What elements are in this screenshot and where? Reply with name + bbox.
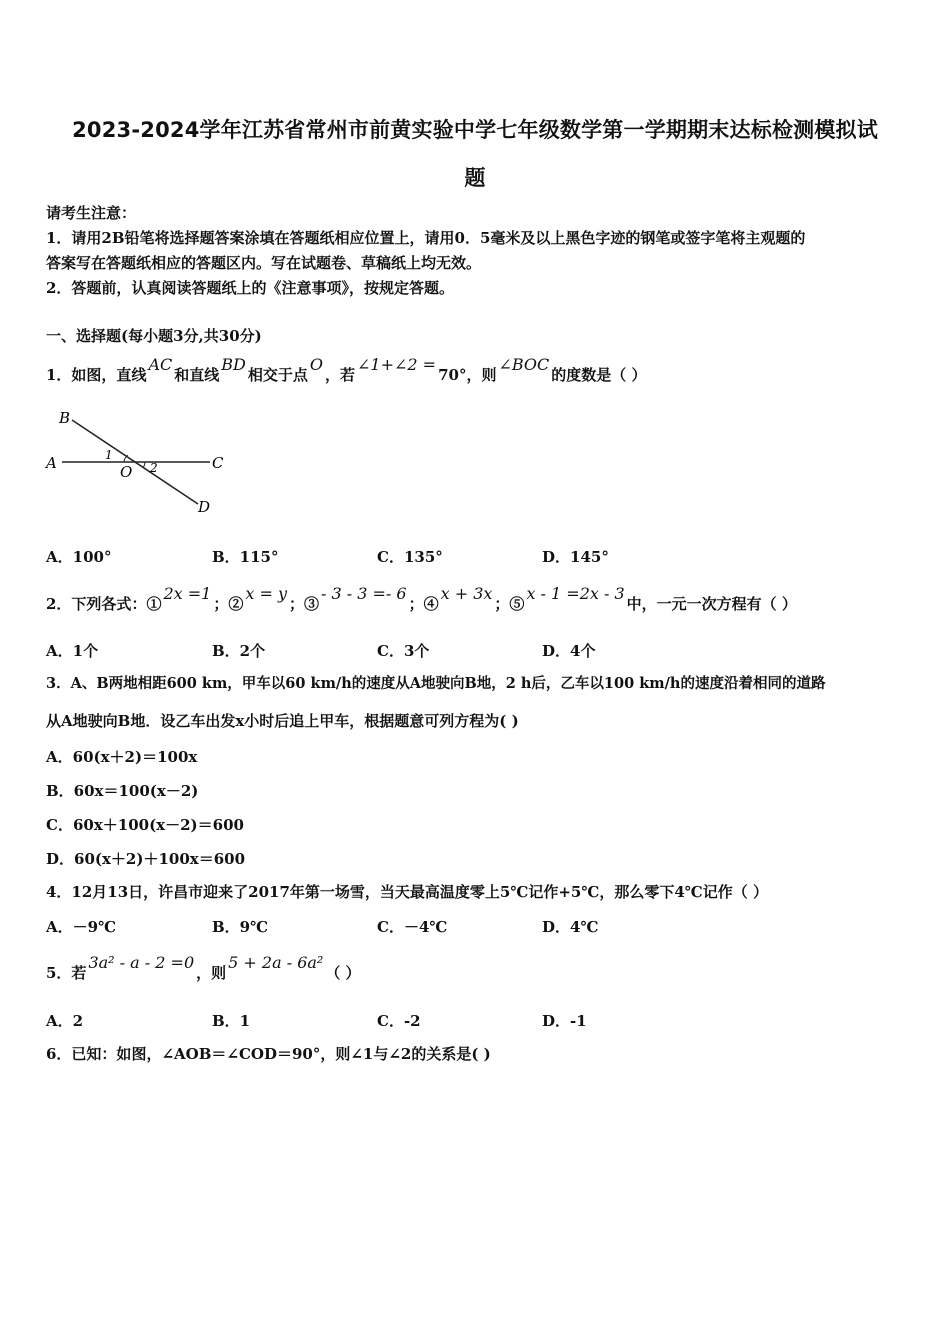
q2-option-d[interactable]: D．4个 (542, 642, 596, 660)
q1-text-4: ，若 (325, 366, 356, 384)
q5-option-c[interactable]: C．-2 (377, 1012, 421, 1030)
q2-option-a[interactable]: A．1个 (46, 642, 99, 660)
question-4: 4．12月13日，许昌市迎来了2017年第一场雪，当天最高温度零上5℃记作+5℃，那么零下4℃记作（ ） (46, 883, 768, 901)
angle-2-arc (143, 462, 145, 468)
q1-option-d[interactable]: D．145° (542, 548, 609, 566)
question-6: 6．已知：如图，∠AOB＝∠COD＝90°，则∠1与∠2的关系是( ) (46, 1045, 491, 1063)
q1-option-b[interactable]: B．115° (212, 548, 279, 566)
q3-option-d[interactable]: D．60(x＋2)＋100x＝600 (46, 850, 246, 868)
q5-expr-condition: 3a² - a - 2 =0 (88, 953, 195, 972)
label-a: A (46, 454, 57, 472)
q3-option-a[interactable]: A．60(x＋2)＝100x (46, 748, 198, 766)
q1-figure-intersecting-lines (42, 402, 242, 522)
q2-text-6: 中，一元一次方程有（ ） (626, 595, 797, 613)
q3-option-c[interactable]: C．60x＋100(x－2)＝600 (46, 816, 244, 834)
q5-text-3: （ ） (325, 964, 361, 982)
exam-title-line1: 2023-2024学年江苏省常州市前黄实验中学七年级数学第一学期期末达标检测模拟试 (72, 118, 878, 142)
q1-option-c[interactable]: C．135° (377, 548, 443, 566)
q1-math-boc: ∠BOC (498, 355, 550, 374)
q2-option-b[interactable]: B．2个 (212, 642, 266, 660)
q4-option-d[interactable]: D．4℃ (542, 918, 599, 936)
q2-text-3: ；③ (288, 595, 319, 613)
q2-text-5: ；⑤ (494, 595, 525, 613)
question-2 (46, 584, 797, 614)
q5-option-a[interactable]: A．2 (46, 1012, 84, 1030)
q5-text-2: ，则 (196, 964, 227, 982)
section-heading-choice: 一、选择题(每小题3分,共30分) (46, 327, 262, 345)
q2-expr-5: x - 1 =2x - 3 (526, 584, 625, 603)
label-c: C (212, 454, 224, 472)
q1-math-angles: ∠1+∠2 = (357, 355, 437, 374)
question-1 (46, 355, 647, 385)
q2-expr-3: - 3 - 3 =- 6 (321, 584, 407, 603)
label-angle-1: 1 (105, 448, 113, 462)
q5-expr-target: 5 + 2a - 6a² (228, 953, 324, 972)
q2-expr-2: x = y (245, 584, 287, 603)
notice-heading: 请考生注意： (46, 204, 137, 222)
q1-text-2: 和直线 (174, 366, 220, 384)
question-3-line2: 从A地驶向B地．设乙车出发x小时后追上甲车，根据题意可列方程为( ) (46, 712, 519, 730)
q5-text-1: 5．若 (46, 964, 87, 982)
q5-option-b[interactable]: B．1 (212, 1012, 251, 1030)
notice-item2: 2．答题前，认真阅读答题纸上的《注意事项》，按规定答题。 (46, 279, 454, 297)
question-5 (46, 953, 361, 983)
q1-math-ac: AC (148, 355, 173, 374)
q1-math-o: O (309, 355, 323, 374)
q1-text-3: 相交于点 (247, 366, 308, 384)
label-angle-2: 2 (150, 461, 158, 475)
q1-text-6: 的度数是（ ） (551, 366, 647, 384)
notice-item1-line2: 答案写在答题纸相应的答题区内。写在试题卷、草稿纸上均无效。 (46, 254, 482, 272)
q2-expr-1: 2x =1 (163, 584, 212, 603)
q2-text-4: ；④ (408, 595, 439, 613)
notice-item1-line1: 1．请用2B铅笔将选择题答案涂填在答题纸相应位置上，请用0．5毫米及以上黑色字迹的钢笔或签字笔将主观题的 (46, 229, 806, 247)
q4-option-a[interactable]: A．－9℃ (46, 918, 117, 936)
q4-option-c[interactable]: C．－4℃ (377, 918, 448, 936)
q2-text-1: 2．下列各式：① (46, 595, 162, 613)
q1-math-bd: BD (221, 355, 246, 374)
label-b: B (59, 409, 71, 427)
q4-option-b[interactable]: B．9℃ (212, 918, 269, 936)
q2-expr-4: x + 3x (440, 584, 493, 603)
exam-title-line2: 题 (464, 166, 486, 190)
q3-option-b[interactable]: B．60x＝100(x－2) (46, 782, 199, 800)
q5-option-d[interactable]: D．-1 (542, 1012, 587, 1030)
label-d: D (198, 498, 211, 516)
q1-text-5: 70°，则 (438, 366, 497, 384)
label-o: O (120, 463, 133, 481)
q2-option-c[interactable]: C．3个 (377, 642, 430, 660)
question-3-line1: 3．A、B两地相距600 km，甲车以60 km/h的速度从A地驶向B地，2 h后，乙车以100 km/h的速度沿着相同的道路 (46, 675, 826, 692)
q1-option-a[interactable]: A．100° (46, 548, 112, 566)
q1-text-1: 1．如图，直线 (46, 366, 147, 384)
q2-text-2: ；② (213, 595, 244, 613)
